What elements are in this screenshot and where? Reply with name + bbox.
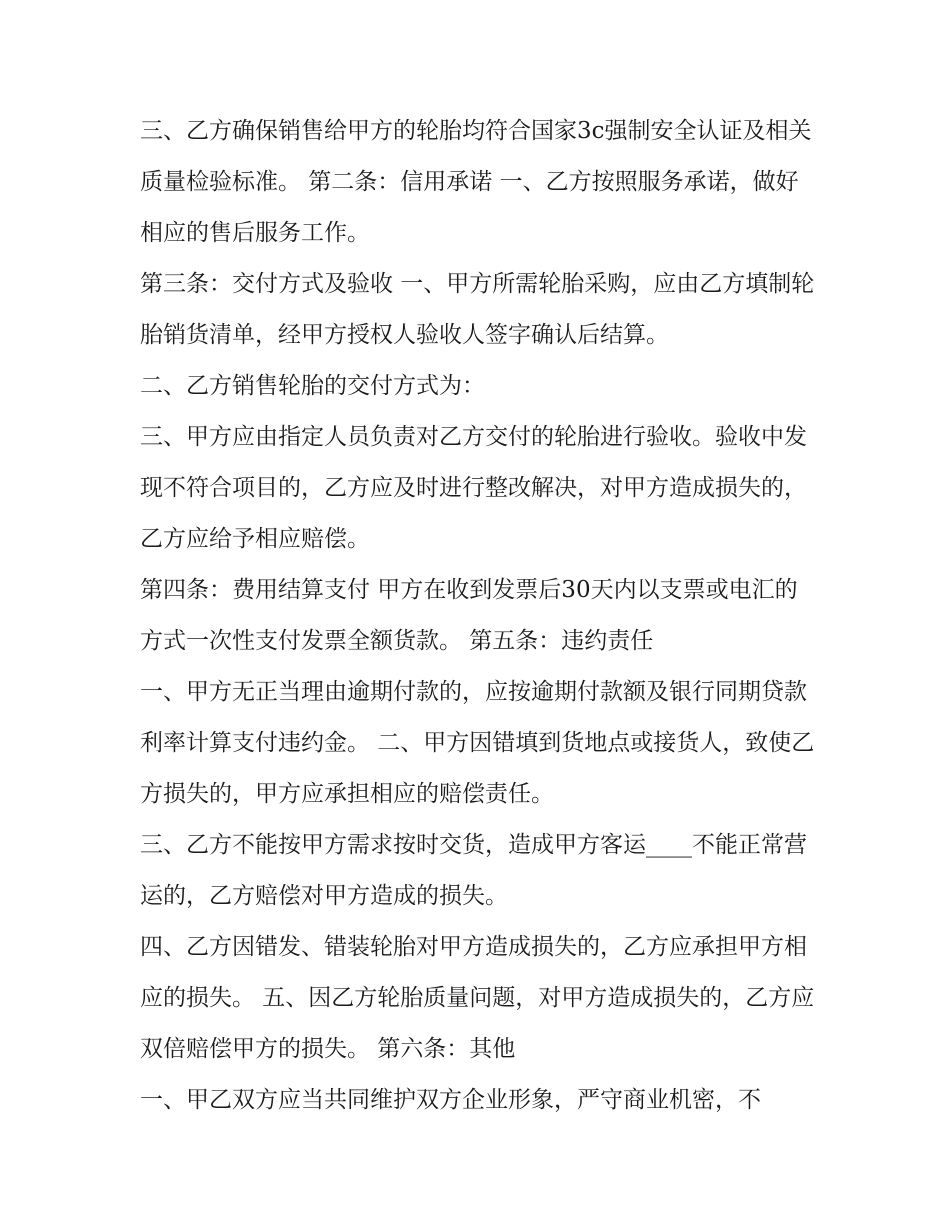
paragraph-article-5-item-3: 三、乙方不能按甲方需求按时交货，造成甲方客运____不能正常营运的，乙方赔偿对甲方造成的损失。 <box>140 832 807 909</box>
paragraph-article-3-item-3: 三、甲方应由指定人员负责对乙方交付的轮胎进行验收。验收中发现不符合项目的，乙方应及时进行整改解决，对甲方造成损失的，乙方应给予相应赔偿。 <box>140 424 807 552</box>
paragraph-article-6-item-1: 一、甲乙双方应当共同维护双方企业形象，严守商业机密，不 <box>140 1087 761 1113</box>
paragraph-article-5-items-1-2: 一、甲方无正当理由逾期付款的，应按逾期付款额及银行同期贷款利率计算支付违约金。 二、甲方因错填到货地点或接货人，致使乙方损失的，甲方应承担相应的赔偿责任。 <box>140 679 815 807</box>
paragraph-article-3-item-1: 第三条：交付方式及验收 一、甲方所需轮胎采购，应由乙方填制轮胎销货清单，经甲方授权人验收人签字确认后结算。 <box>140 271 815 348</box>
document-body <box>140 106 820 1126</box>
paragraph-article-1-item-3: 三、乙方确保销售给甲方的轮胎均符合国家3c强制安全认证及相关质量检验标准。 第二条：信用承诺 一、乙方按照服务承诺，做好相应的售后服务工作。 <box>140 118 812 246</box>
paragraph-article-3-item-2: 二、乙方销售轮胎的交付方式为： <box>140 373 485 399</box>
paragraph-article-5-items-4-5: 四、乙方因错发、错装轮胎对甲方造成损失的，乙方应承担甲方相应的损失。 五、因乙方轮胎质量问题，对甲方造成损失的，乙方应双倍赔偿甲方的损失。 第六条：其他 <box>140 934 815 1062</box>
paragraph-article-4: 第四条：费用结算支付 甲方在收到发票后30天内以支票或电汇的方式一次性支付发票全额货款。 第五条：违约责任 <box>140 577 798 654</box>
